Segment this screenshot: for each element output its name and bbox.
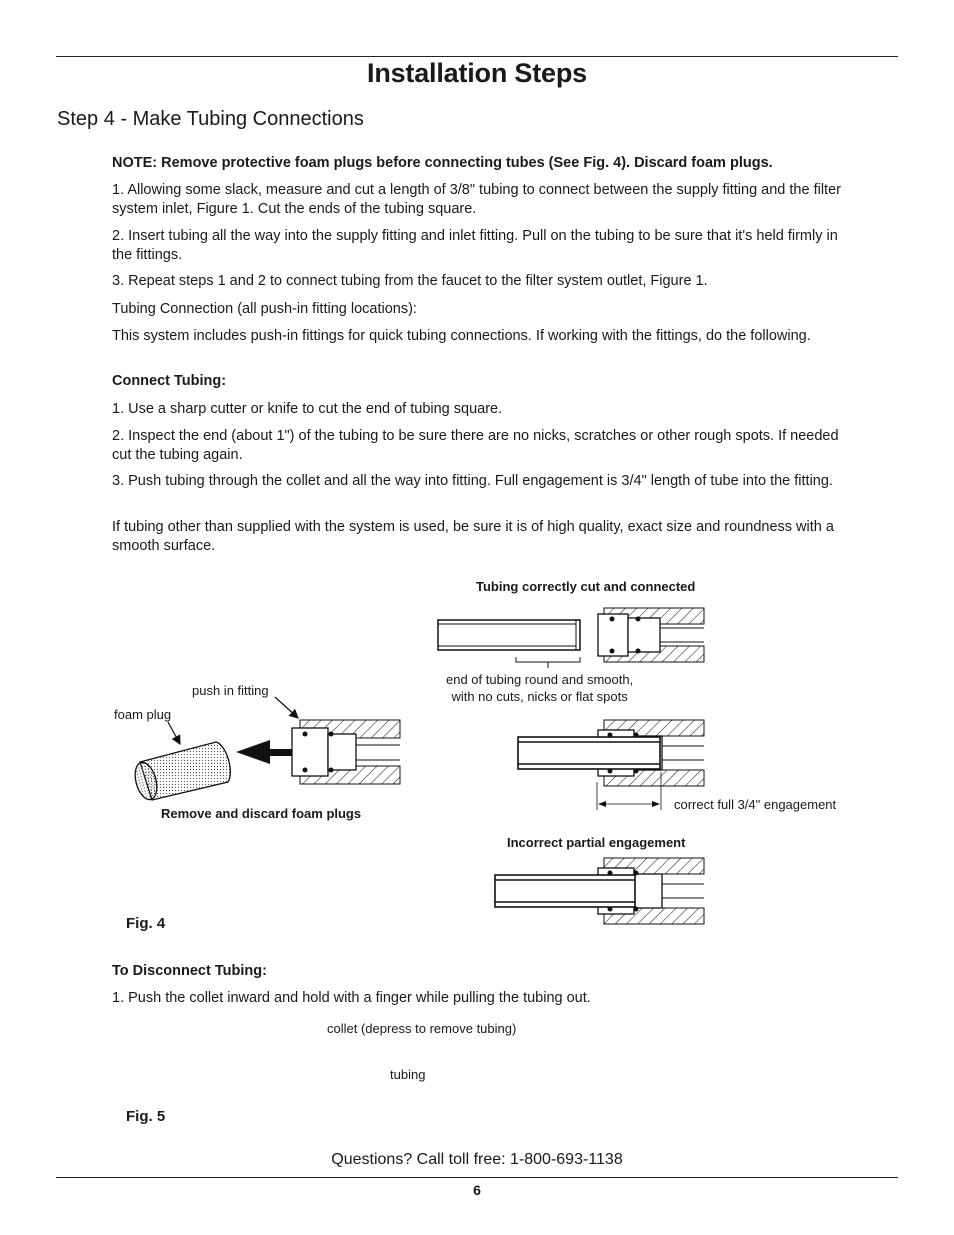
disconnect-step-1: 1. Push the collet inward and hold with a finger while pulling the tubing out. bbox=[112, 990, 591, 1006]
bottom-rule bbox=[56, 1177, 898, 1178]
quality-note: If tubing other than supplied with the system is used, be sure it is of high quality, exact size and roundness with a smooth surface. bbox=[112, 519, 834, 554]
label-partial-engagement: Incorrect partial engagement bbox=[507, 835, 686, 850]
section-subtitle: Step 4 - Make Tubing Connections bbox=[57, 108, 364, 130]
label-tubing: tubing bbox=[390, 1067, 426, 1082]
tubing-connection-line: Tubing Connection (all push-in fitting locations): bbox=[112, 301, 417, 317]
fig5-caption: Fig. 5 bbox=[126, 1108, 166, 1125]
connect-step-2: 2. Inspect the end (about 1") of the tubing to be sure there are no nicks, scratches or other rough spots. If needed cut the tubing again. bbox=[112, 428, 839, 463]
label-foam-plug: foam plug bbox=[114, 707, 172, 722]
label-end-line-1: end of tubing round and smooth, bbox=[446, 672, 634, 687]
label-push-in-fitting: push in fitting bbox=[192, 683, 269, 698]
step-2: 2. Insert tubing all the way into the supply fitting and inlet fitting. Pull on the tubing to be sure that it's held firmly in the fittings. bbox=[112, 228, 838, 263]
label-end-of-tubing bbox=[446, 671, 633, 705]
page-number: 6 bbox=[473, 1182, 481, 1198]
connect-step-3: 3. Push tubing through the collet and all the way into fitting. Full engagement is 3/4" length of tube into the fitting. bbox=[112, 473, 833, 489]
page-title: Installation Steps bbox=[367, 58, 587, 88]
connect-heading: Connect Tubing: bbox=[112, 373, 227, 389]
note-paragraph: NOTE: Remove protective foam plugs before connecting tubes (See Fig. 4). Discard foam plugs. bbox=[112, 155, 773, 171]
fig4-caption: Fig. 4 bbox=[126, 915, 166, 932]
partial-engagement-diagram bbox=[495, 858, 704, 924]
step-1: 1. Allowing some slack, measure and cut a length of 3/8" tubing to connect between the supply fitting and the filter system inlet, Figure 1. Cut the ends of the tubing square. bbox=[112, 182, 841, 217]
push-in-intro: This system includes push-in fittings for quick tubing connections. If working with the fittings, do the following. bbox=[112, 328, 811, 344]
footer-phone: Questions? Call toll free: 1-800-693-1138 bbox=[331, 1151, 623, 1168]
label-end-line-2: with no cuts, nicks or flat spots bbox=[451, 689, 628, 704]
disconnect-heading: To Disconnect Tubing: bbox=[112, 963, 267, 979]
label-collet: collet (depress to remove tubing) bbox=[327, 1021, 517, 1036]
correct-cut-diagram bbox=[438, 608, 704, 668]
foam-plug-diagram bbox=[131, 697, 400, 802]
step-3: 3. Repeat steps 1 and 2 to connect tubing from the faucet to the filter system outlet, Figure 1. bbox=[112, 273, 708, 289]
label-correct-connection: Tubing correctly cut and connected bbox=[476, 579, 696, 594]
connect-step-1: 1. Use a sharp cutter or knife to cut the end of tubing square. bbox=[112, 401, 503, 417]
label-remove-foam-plugs: Remove and discard foam plugs bbox=[161, 806, 362, 821]
label-full-engagement: correct full 3/4" engagement bbox=[674, 797, 837, 812]
